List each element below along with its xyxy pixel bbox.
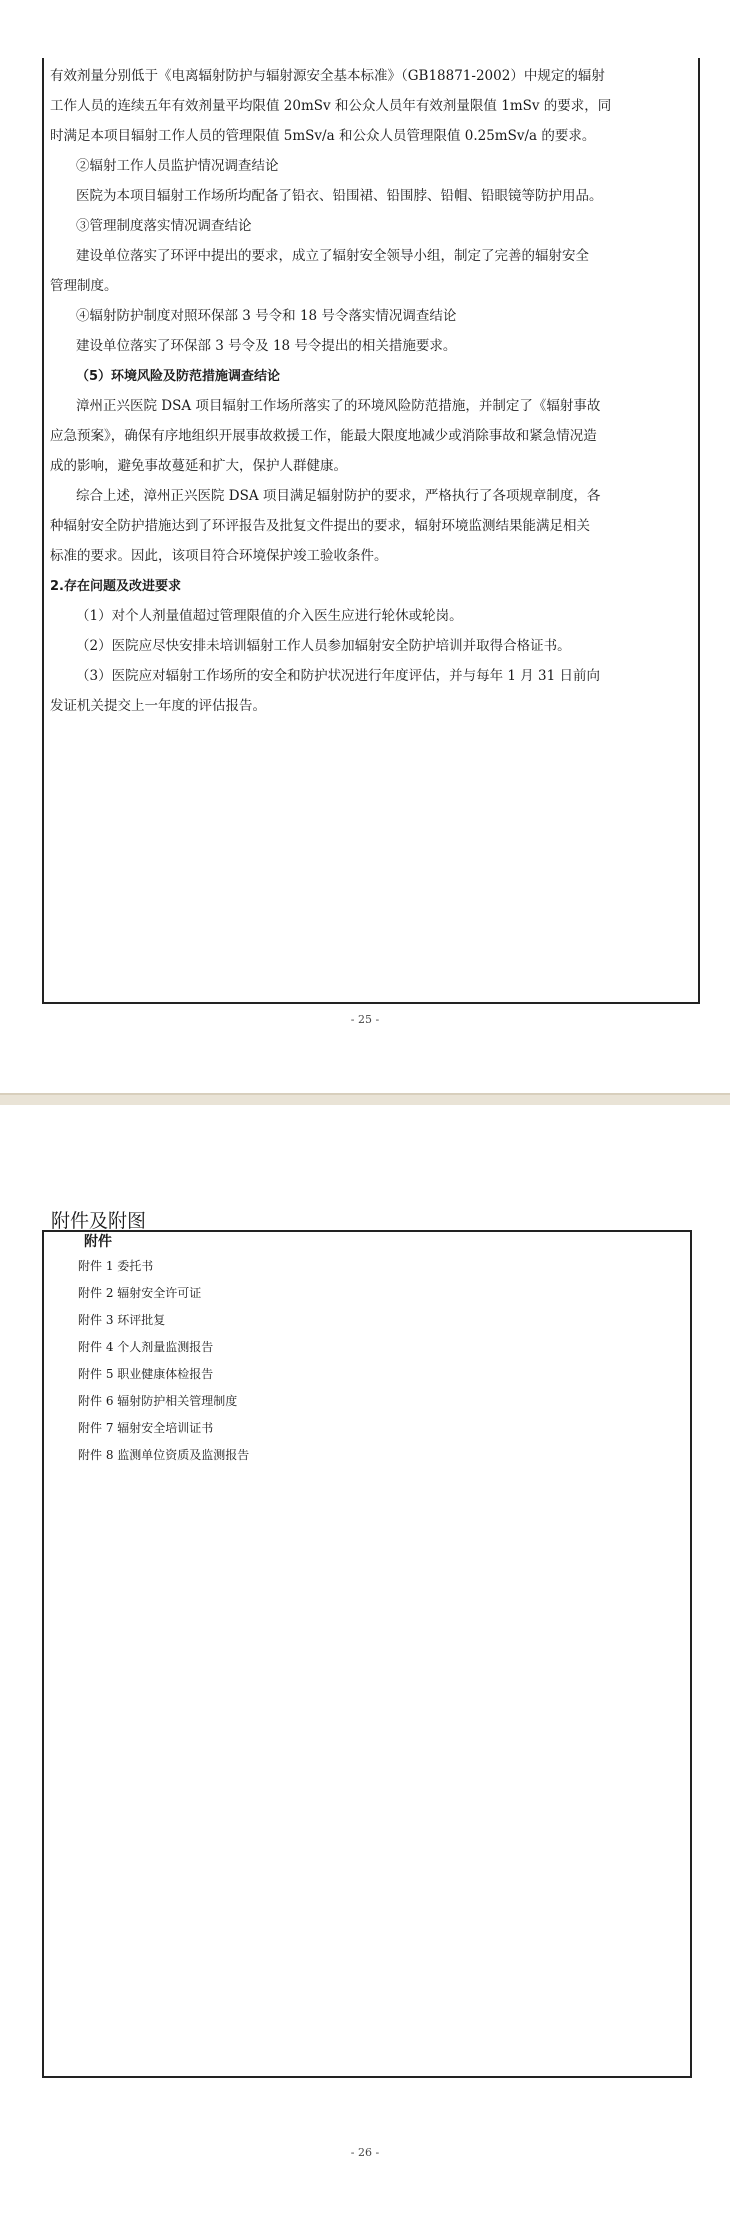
paragraph-line: 成的影响，避免事故蔓延和扩大，保护人群健康。	[50, 458, 347, 474]
paragraph-line: 有效剂量分别低于《电离辐射防护与辐射源安全基本标准》（GB18871-2002）中规定的辐射	[50, 68, 605, 84]
list-item: （3）医院应对辐射工作场所的安全和防护状况进行年度评估，并与每年 1 月 31 日前向	[76, 668, 601, 684]
page-title: 附件及附图	[51, 1211, 147, 1232]
list-item: 附件 7 辐射安全培训证书	[78, 1421, 214, 1435]
page-number: - 25 -	[350, 1013, 380, 1026]
section-heading-bold: 2.存在问题及改进要求	[50, 579, 181, 594]
paragraph-line: 标准的要求。因此，该项目符合环境保护竣工验收条件。	[50, 548, 388, 564]
paragraph-line: 漳州正兴医院 DSA 项目辐射工作场所落实了的环境风险防范措施，并制定了《辐射事故	[76, 398, 601, 414]
list-item: 附件 1 委托书	[78, 1259, 154, 1273]
content-frame	[42, 1230, 692, 2078]
paragraph-line: 建设单位落实了环保部 3 号令及 18 号令提出的相关措施要求。	[76, 338, 457, 354]
list-item: 发证机关提交上一年度的评估报告。	[50, 698, 266, 714]
paragraph-line: 医院为本项目辐射工作场所均配备了铅衣、铅围裙、铅围脖、铅帽、铅眼镜等防护用品。	[76, 188, 603, 204]
document-page-26	[0, 1105, 730, 2217]
section-heading-bold: （5）环境风险及防范措施调查结论	[76, 369, 281, 384]
paragraph-line: 综合上述，漳州正兴医院 DSA 项目满足辐射防护的要求，严格执行了各项规章制度，各	[76, 488, 601, 504]
section-heading: ④辐射防护制度对照环保部 3 号令和 18 号令落实情况调查结论	[76, 308, 457, 324]
section-heading: ②辐射工作人员监护情况调查结论	[76, 158, 279, 174]
paragraph-line: 时满足本项目辐射工作人员的管理限值 5mSv/a 和公众人员管理限值 0.25mSv/a 的要求。	[50, 128, 596, 144]
page-number: - 26 -	[350, 2146, 380, 2159]
list-item: 附件 5 职业健康体检报告	[78, 1367, 214, 1381]
paragraph-line: 建设单位落实了环评中提出的要求，成立了辐射安全领导小组，制定了完善的辐射安全	[76, 248, 589, 264]
list-item: 附件 2 辐射安全许可证	[78, 1286, 202, 1300]
list-item: 附件 6 辐射防护相关管理制度	[78, 1394, 238, 1408]
document-page-25	[0, 0, 730, 1095]
list-item: 附件 3 环评批复	[78, 1313, 166, 1327]
list-item: 附件 4 个人剂量监测报告	[78, 1340, 214, 1354]
list-item: 附件 8 监测单位资质及监测报告	[78, 1448, 250, 1462]
paragraph-line: 应急预案》，确保有序地组织开展事故救援工作，能最大限度地减少或消除事故和紧急情况造	[50, 428, 597, 444]
section-heading-bold: 附件	[84, 1234, 112, 1250]
list-item: （1）对个人剂量值超过管理限值的介入医生应进行轮休或轮岗。	[76, 608, 463, 624]
paragraph-line: 管理制度。	[50, 278, 118, 294]
page-separator	[0, 1093, 730, 1105]
section-heading: ③管理制度落实情况调查结论	[76, 218, 252, 234]
list-item: （2）医院应尽快安排未培训辐射工作人员参加辐射安全防护培训并取得合格证书。	[76, 638, 571, 654]
paragraph-line: 种辐射安全防护措施达到了环评报告及批复文件提出的要求，辐射环境监测结果能满足相关	[50, 518, 590, 534]
paragraph-line: 工作人员的连续五年有效剂量平均限值 20mSv 和公众人员年有效剂量限值 1mSv 的要求，同	[50, 98, 612, 114]
